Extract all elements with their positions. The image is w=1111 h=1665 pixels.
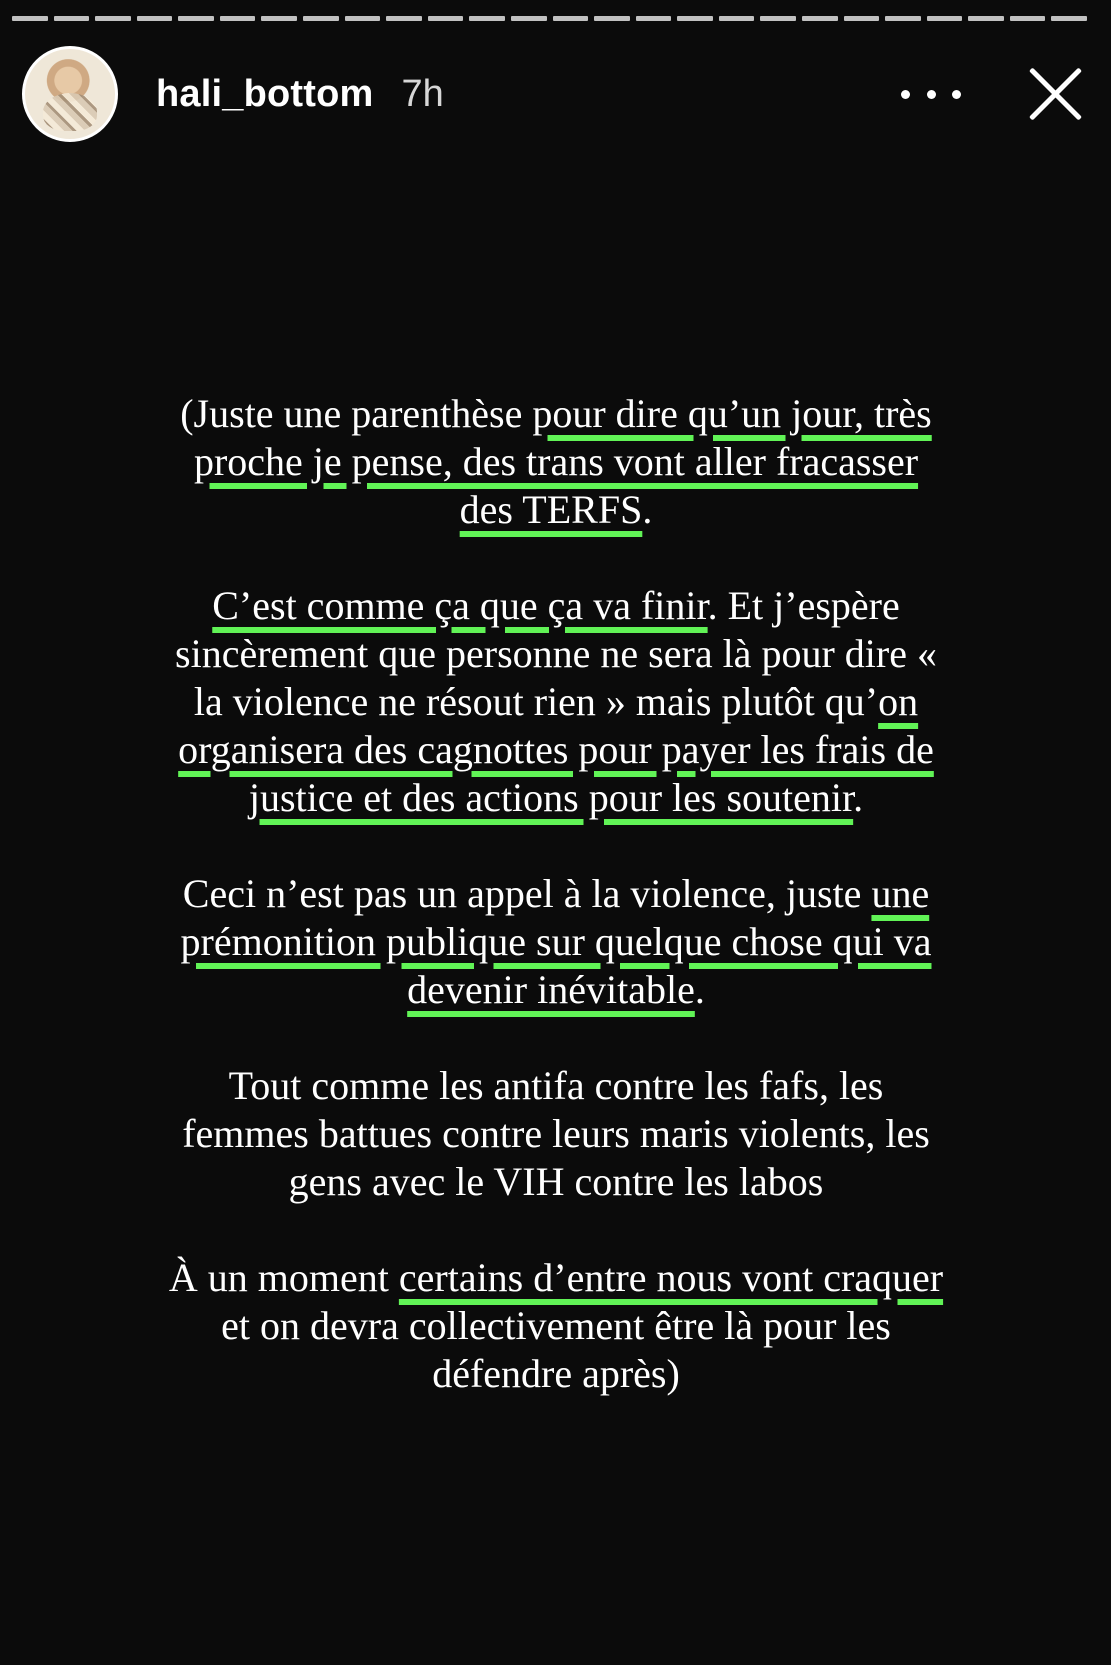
progress-segment <box>220 16 256 21</box>
story-paragraph-2 <box>165 582 947 822</box>
progress-segment <box>760 16 796 21</box>
progress-segment <box>261 16 297 21</box>
progress-segment <box>719 16 755 21</box>
highlighted-text: C’est comme ça que ça va finir <box>212 583 708 628</box>
highlighted-text: certains d’entre nous vont craquer <box>398 1255 944 1300</box>
progress-segment <box>428 16 464 21</box>
progress-segment <box>137 16 173 21</box>
progress-segment <box>469 16 505 21</box>
highlighted-text: pour dire qu’un jour, très proche je pense, des trans vont aller fracasser des TERFS <box>193 391 932 532</box>
highlighted-text: une prémonition publique sur quelque chose qui va devenir inévitable <box>180 871 932 1012</box>
story-paragraph-1 <box>165 390 947 534</box>
progress-segment <box>511 16 547 21</box>
progress-segment <box>1010 16 1046 21</box>
story-paragraph-5 <box>165 1254 947 1398</box>
progress-segment <box>677 16 713 21</box>
story-username[interactable]: hali_bottom <box>156 72 374 115</box>
story-text-block <box>165 390 947 1446</box>
progress-segment <box>12 16 48 21</box>
more-options-icon <box>901 90 910 99</box>
close-button[interactable] <box>1023 63 1085 125</box>
progress-segment <box>303 16 339 21</box>
more-options-icon <box>927 90 936 99</box>
text-segment: . <box>853 775 864 820</box>
text-segment: . <box>694 967 705 1012</box>
story-header <box>22 46 1085 142</box>
highlighted-text: on organisera des cagnottes pour payer les frais de justice et des actions pour les soutenir <box>178 679 934 820</box>
progress-segment <box>636 16 672 21</box>
progress-segment <box>594 16 630 21</box>
progress-segment <box>553 16 589 21</box>
progress-segment <box>885 16 921 21</box>
progress-segment <box>968 16 1004 21</box>
story-paragraph-4 <box>165 1062 947 1206</box>
progress-segment <box>844 16 880 21</box>
profile-avatar[interactable] <box>22 46 118 142</box>
text-segment: . Et j’espère sincèrement que personne ne sera là pour dire « la violence ne résout rien » mais plutôt qu’ <box>175 583 937 724</box>
progress-segment <box>54 16 90 21</box>
progress-segment <box>386 16 422 21</box>
text-segment: et on devra collectivement être là pour les défendre après) <box>221 1303 891 1396</box>
story-progress-bar <box>12 16 1087 22</box>
story-time: 7h <box>401 72 444 115</box>
more-options-icon <box>952 90 961 99</box>
progress-segment <box>1051 16 1087 21</box>
story-paragraph-3 <box>165 870 947 1014</box>
progress-segment <box>345 16 381 21</box>
progress-segment <box>802 16 838 21</box>
progress-segment <box>95 16 131 21</box>
text-segment: Ceci n’est pas un appel à la violence, juste <box>182 871 872 916</box>
more-options-button[interactable] <box>901 74 961 114</box>
text-segment: (Juste une parenthèse <box>180 391 533 436</box>
text-segment: . <box>642 487 653 532</box>
text-segment: À un moment <box>168 1255 399 1300</box>
progress-segment <box>927 16 963 21</box>
progress-segment <box>178 16 214 21</box>
text-segment: Tout comme les antifa contre les fafs, les femmes battues contre leurs maris violents, les gens avec le VIH contre les labos <box>182 1063 930 1204</box>
